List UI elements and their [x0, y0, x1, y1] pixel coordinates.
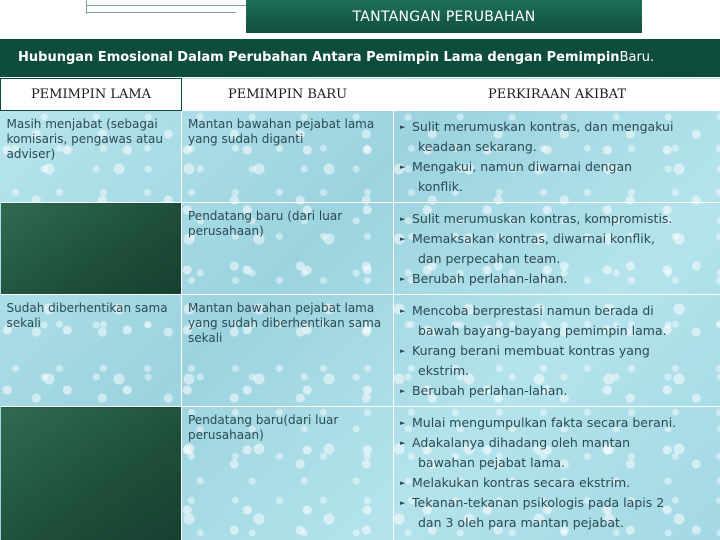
header-pemimpin-lama: PEMIMPIN LAMA [1, 79, 182, 111]
cell-pemimpin-lama-empty [1, 407, 182, 540]
decorative-line [86, 5, 246, 6]
header-perkiraan-akibat: PERKIRAAN AKIBAT [394, 79, 720, 111]
cell-perkiraan-akibat [394, 111, 720, 203]
list-item: ► Kurang berani membuat kontras yang ekstrim. [400, 341, 714, 381]
cell-pemimpin-baru: Pendatang baru (dari luar perusahaan) [182, 203, 394, 295]
cell-perkiraan-akibat [394, 295, 720, 407]
list-item: ► Mencoba berprestasi namun berada di bawah bayang-bayang pemimpin lama. [400, 301, 714, 341]
list-item: ► Adakalanya dihadang oleh mantan bawahan pejabat lama. [400, 433, 714, 473]
cell-pemimpin-lama: Sudah diberhentikan sama sekali [1, 295, 182, 407]
table-row [1, 111, 720, 203]
table-row [1, 407, 720, 540]
header-pemimpin-baru: PEMIMPIN BARU [182, 79, 394, 111]
table-row [1, 295, 720, 407]
decorative-line [86, 12, 236, 13]
list-item: ► Mulai mengumpulkan fakta secara berani. [400, 413, 714, 433]
comparison-table-area [0, 78, 720, 540]
list-item: ► Melakukan kontras secara ekstrim. [400, 473, 714, 493]
list-item: ► Sulit merumuskan kontras, dan mengakui keadaan sekarang. [400, 117, 714, 157]
table-row [1, 203, 720, 295]
cell-pemimpin-baru: Mantan bawahan pejabat lama yang sudah diberhentikan sama sekali [182, 295, 394, 407]
cell-pemimpin-baru: Pendatang baru(dari luar perusahaan) [182, 407, 394, 540]
list-item: ► Tekanan-tekanan psikologis pada lapis 2 dan 3 oleh para mantan pejabat. [400, 493, 714, 533]
list-item: ► Sulit merumuskan kontras, kompromistis. [400, 209, 714, 229]
list-item: ► Mengakui, namun diwarnai dengan konflik. [400, 157, 714, 197]
subtitle-end-text: Baru. [619, 50, 655, 65]
cell-pemimpin-lama: Masih menjabat (sebagai komisaris, pengawas atau adviser) [1, 111, 182, 203]
slide-subtitle [0, 39, 720, 77]
list-item: ► Berubah perlahan-lahan. [400, 269, 714, 289]
list-item: ► Berubah perlahan-lahan. [400, 381, 714, 401]
list-item: ► Memaksakan kontras, diwarnai konflik, dan perpecahan team. [400, 229, 714, 269]
cell-perkiraan-akibat [394, 203, 720, 295]
cell-pemimpin-baru: Mantan bawahan pejabat lama yang sudah diganti [182, 111, 394, 203]
table-header-row [1, 79, 720, 111]
slide-title: TANTANGAN PERUBAHAN [246, 0, 642, 33]
comparison-table [0, 78, 720, 540]
cell-perkiraan-akibat [394, 407, 720, 540]
cell-pemimpin-lama-empty [1, 203, 182, 295]
subtitle-text: Hubungan Emosional Dalam Perubahan Antara Pemimpin Lama dengan Pemimpin [18, 50, 620, 65]
